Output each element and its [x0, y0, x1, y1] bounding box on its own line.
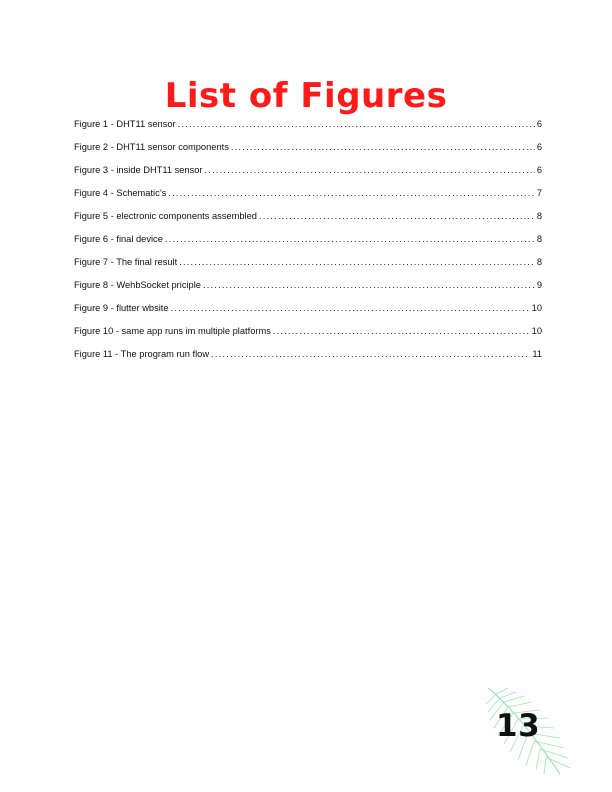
toc-entry-page: 8 [536, 257, 542, 267]
toc-leader-dots [205, 165, 535, 175]
toc-entry-page: 6 [536, 165, 542, 175]
toc-leader-dots [231, 142, 535, 152]
toc-entry-label: Figure 6 - final device [74, 234, 163, 244]
toc-entry[interactable] [74, 188, 542, 211]
toc-entry[interactable] [74, 326, 542, 349]
toc-entry[interactable] [74, 165, 542, 188]
toc-leader-dots [168, 188, 535, 198]
toc-leader-dots [259, 211, 535, 221]
toc-entry-page: 11 [532, 349, 542, 359]
toc-leader-dots [178, 119, 535, 129]
toc-entry[interactable] [74, 234, 542, 257]
toc-entry-page: 6 [536, 119, 542, 129]
toc-entry-label: Figure 3 - inside DHT11 sensor [74, 165, 203, 175]
toc-leader-dots [165, 234, 535, 244]
toc-entry-page: 10 [531, 303, 542, 313]
table-of-figures [74, 119, 542, 372]
toc-entry-label: Figure 1 - DHT11 sensor [74, 119, 176, 129]
toc-leader-dots [203, 280, 535, 290]
toc-entry-label: Figure 9 - flutter wbsite [74, 303, 169, 313]
toc-entry-page: 8 [536, 211, 542, 221]
toc-leader-dots [273, 326, 530, 336]
toc-entry[interactable] [74, 211, 542, 234]
toc-entry-page: 10 [531, 326, 542, 336]
toc-leader-dots [171, 303, 530, 313]
toc-entry-label: Figure 5 - electronic components assembled [74, 211, 257, 221]
page-number: 13 [496, 708, 541, 744]
toc-entry-page: 8 [536, 234, 542, 244]
toc-entry-label: Figure 2 - DHT11 sensor components [74, 142, 229, 152]
toc-entry[interactable] [74, 119, 542, 142]
toc-entry-page: 6 [536, 142, 542, 152]
toc-entry-page: 9 [536, 280, 542, 290]
toc-entry[interactable] [74, 280, 542, 303]
toc-entry[interactable] [74, 303, 542, 326]
toc-entry[interactable] [74, 349, 542, 372]
toc-leader-dots [179, 257, 535, 267]
toc-entry-label: Figure 4 - Schematic’s [74, 188, 167, 198]
toc-entry-label: Figure 10 - same app runs im multiple platforms [74, 326, 271, 336]
toc-entry-label: Figure 11 - The program run flow [74, 349, 210, 359]
toc-leader-dots [211, 349, 530, 359]
toc-entry-label: Figure 7 - The final result [74, 257, 178, 267]
toc-entry-page: 7 [536, 188, 542, 198]
toc-entry[interactable] [74, 142, 542, 165]
toc-entry[interactable] [74, 257, 542, 280]
page-title: List of Figures [164, 76, 448, 116]
toc-entry-label: Figure 8 - WehbSocket priciple [74, 280, 201, 290]
